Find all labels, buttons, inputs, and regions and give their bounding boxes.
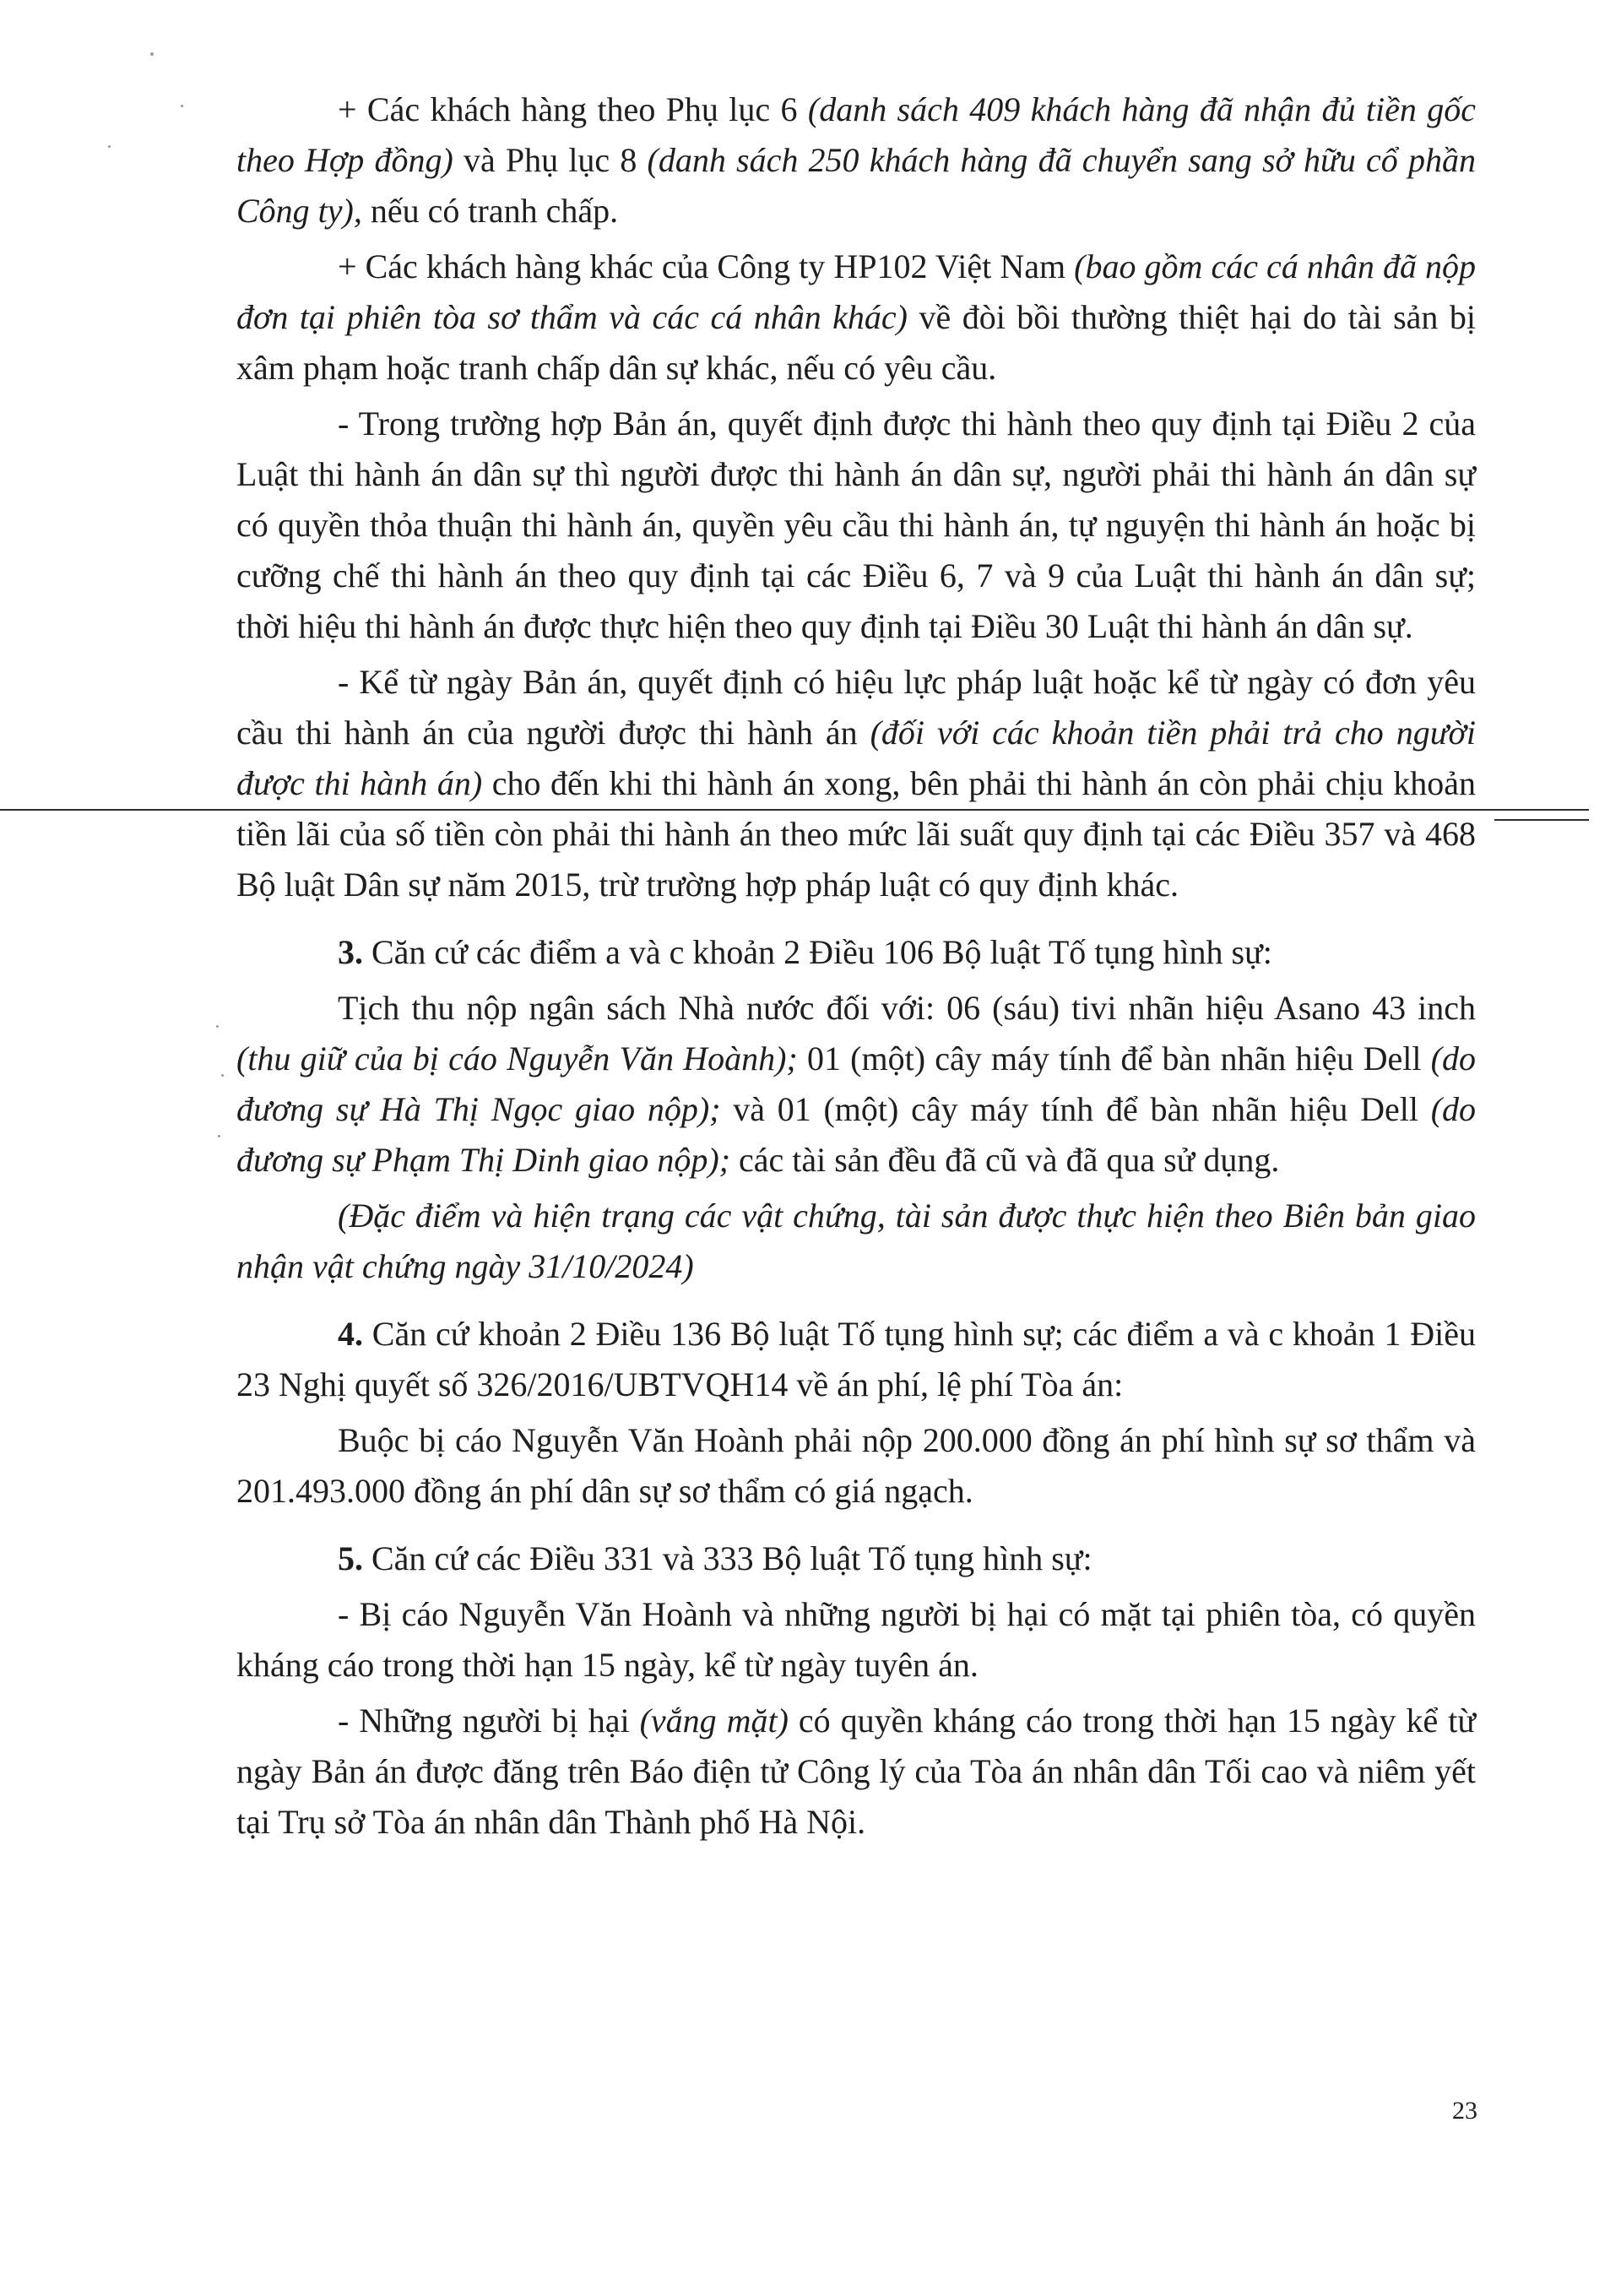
italic-note: (do đương sự Phạm Thị Dinh giao nộp); — [236, 1090, 1477, 1179]
scan-speck — [216, 1025, 219, 1028]
text-segment: có quyền kháng cáo trong thời hạn 15 ngày kể từ ngày Bản án được đăng trên Báo điện tử Công lý của Tòa án nhân dân Tối cao và niêm yết tại Trụ sở Tòa án nhân dân Thành phố Hà Nội. — [236, 1702, 1477, 1841]
text-segment: Căn cứ khoản 2 Điều 136 Bộ luật Tố tụng hình sự; các điểm a và c khoản 1 Điều 23 Nghị quyết số 326/2016/UBTVQH14 về án phí, lệ phí Tòa án: — [236, 1315, 1476, 1403]
text-segment: - Kể từ ngày Bản án, quyết định có hiệu lực pháp luật hoặc kể từ ngày có đơn yêu cầu thi hành án của người được thi hành án — [236, 663, 1476, 752]
italic-note: (danh sách 409 khách hàng đã nhận đủ tiền gốc theo Hợp đồng) — [236, 90, 1476, 179]
italic-note: (bao gồm các cá nhân đã nộp đơn tại phiên tòa sơ thẩm và các cá nhân khác) — [236, 247, 1477, 336]
paragraph — [236, 657, 1476, 910]
text-segment: Buộc bị cáo Nguyễn Văn Hoành phải nộp 200.000 đồng án phí hình sự sơ thẩm và 201.493.000 đồng án phí dân sự sơ thẩm có giá ngạch. — [236, 1421, 1476, 1510]
text-segment: - Trong trường hợp Bản án, quyết định được thi hành theo quy định tại Điều 2 của Luật thi hành án dân sự thì người được thi hành án dân sự, người phải thi hành án dân sự có quyền thỏa thuận thi hành án, quyền yêu cầu thi hành án, tự nguyện thi hành án hoặc bị cưỡng chế thi hành án theo quy định tại các Điều 6, 7 và 9 của Luật thi hành án dân sự; thời hiệu thi hành án được thực hiện theo quy định tại Điều 30 Luật thi hành án dân sự. — [236, 404, 1476, 645]
text-segment: 01 (một) cây máy tính để bàn nhãn hiệu Dell — [797, 1039, 1431, 1077]
text-segment: + Các khách hàng khác của Công ty HP102 Việt Nam — [338, 247, 1075, 285]
text-segment: - Những người bị hại — [338, 1702, 640, 1740]
italic-note: (vắng mặt) — [639, 1702, 789, 1740]
text-segment: Căn cứ các Điều 331 và 333 Bộ luật Tố tụng hình sự: — [363, 1539, 1092, 1577]
text-segment: + Các khách hàng theo Phụ lục 6 — [338, 90, 808, 128]
section-number: 4. — [338, 1315, 363, 1353]
page-number: 23 — [1452, 2097, 1477, 2125]
paragraph — [236, 1533, 1476, 1584]
italic-note: (do đương sự Hà Thị Ngọc giao nộp); — [236, 1039, 1476, 1128]
text-segment: Tịch thu nộp ngân sách Nhà nước đối với: 06 (sáu) tivi nhãn hiệu Asano 43 inch — [338, 989, 1476, 1027]
text-segment: các tài sản đều đã cũ và đã qua sử dụng. — [729, 1141, 1280, 1179]
scan-speck — [150, 52, 154, 56]
text-segment: nếu có tranh chấp. — [361, 192, 619, 230]
paragraph — [236, 1191, 1476, 1292]
scan-speck — [181, 105, 183, 107]
text-segment: và 01 (một) cây máy tính để bàn nhãn hiệu Dell — [720, 1090, 1431, 1128]
paragraph — [236, 1589, 1476, 1691]
text-segment: và Phụ lục 8 — [453, 141, 648, 179]
italic-note: (Đặc điểm và hiện trạng các vật chứng, tài sản được thực hiện theo Biên bản giao nhận vật chứng ngày 31/10/2024) — [236, 1197, 1476, 1285]
scan-speck — [218, 1135, 220, 1137]
paragraph — [236, 1309, 1476, 1410]
text-segment: cho đến khi thi hành án xong, bên phải thi hành án còn phải chịu khoản tiền lãi của số tiền còn phải thi hành án theo mức lãi suất quy định tại các Điều 357 và 468 Bộ luật Dân sự năm 2015, trừ trường hợp pháp luật có quy định khác. — [236, 764, 1477, 904]
paragraph — [236, 399, 1476, 652]
paragraph — [236, 242, 1476, 394]
paragraph — [236, 983, 1476, 1186]
italic-note: (đối với các khoản tiền phải trả cho người được thi hành án) — [236, 714, 1476, 802]
italic-note: (thu giữ của bị cáo Nguyễn Văn Hoành); — [236, 1039, 798, 1077]
scan-speck — [221, 1074, 224, 1077]
document-body — [236, 84, 1476, 1853]
section-number: 5. — [338, 1539, 363, 1577]
section-number: 3. — [338, 933, 363, 971]
text-segment: về đòi bồi thường thiệt hại do tài sản bị xâm phạm hoặc tranh chấp dân sự khác, nếu có yêu cầu. — [236, 298, 1476, 387]
text-segment: Căn cứ các điểm a và c khoản 2 Điều 106 Bộ luật Tố tụng hình sự: — [363, 933, 1272, 971]
paragraph — [236, 927, 1476, 978]
paragraph — [236, 1696, 1476, 1848]
scan-speck — [108, 145, 111, 148]
paragraph — [236, 1415, 1476, 1517]
paragraph — [236, 84, 1476, 236]
italic-note: (danh sách 250 khách hàng đã chuyển sang sở hữu cổ phần Công ty), — [236, 141, 1476, 230]
scan-fold-line-tail — [1494, 819, 1589, 821]
text-segment: - Bị cáo Nguyễn Văn Hoành và những người bị hại có mặt tại phiên tòa, có quyền kháng cáo trong thời hạn 15 ngày, kể từ ngày tuyên án. — [236, 1595, 1476, 1684]
